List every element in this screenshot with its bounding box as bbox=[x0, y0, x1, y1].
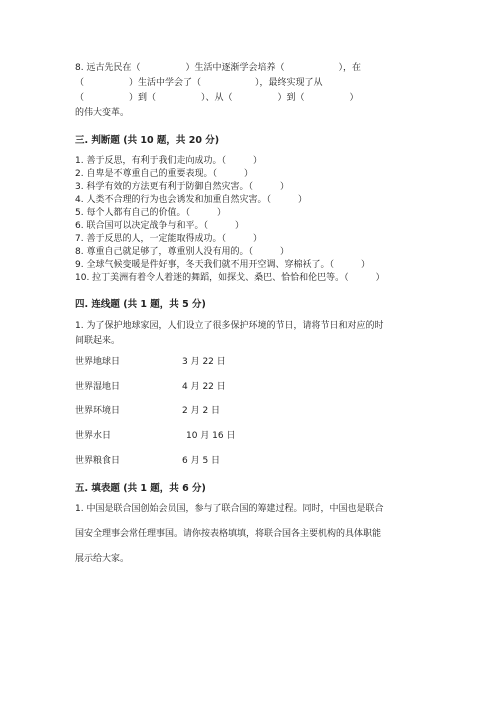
judge-item-4: 4. 人类不合理的行为也会诱发和加重自然灾害。（ ） bbox=[75, 195, 307, 205]
festival-name: 世界粮食日 bbox=[75, 456, 121, 466]
festival-name: 世界水日 bbox=[75, 431, 112, 441]
q8-line-4: 的伟大变革。 bbox=[75, 108, 130, 118]
section-5-title: 五. 填表题 (共 1 题，共 6 分) bbox=[75, 483, 206, 494]
fill-table-line-3: 展示给大家。 bbox=[75, 554, 130, 564]
q8-line-3: （ ）到（ ）、从（ ）到（ ） bbox=[75, 93, 359, 103]
match-intro-line-2: 间联起来。 bbox=[75, 336, 121, 346]
festival-date: 4 月 22 日 bbox=[182, 382, 226, 392]
festival-date: 3 月 22 日 bbox=[182, 357, 226, 367]
judge-item-2: 2. 自卑是不尊重自己的重要表现。（ ） bbox=[75, 169, 253, 179]
festival-date: 2 月 2 日 bbox=[182, 406, 221, 416]
festival-name: 世界环境日 bbox=[75, 406, 121, 416]
fill-table-line-1: 1. 中国是联合国创始会员国，参与了联合国的筹建过程。同时，中国也是联合 bbox=[75, 504, 384, 514]
section-4-title: 四. 连线题 (共 1 题，共 5 分) bbox=[75, 299, 206, 310]
section-3-title: 三. 判断题 (共 10 题，共 20 分) bbox=[75, 135, 220, 146]
match-intro-line-1: 1. 为了保护地球家园，人们设立了很多保护环境的节日，请将节日和对应的时 bbox=[75, 321, 384, 331]
festival-date: 10 月 16 日 bbox=[186, 431, 236, 441]
judge-item-7: 7. 善于反思的人，一定能取得成功。（ ） bbox=[75, 234, 262, 244]
judge-item-10: 10. 拉丁美洲有着令人着迷的舞蹈，如探戈、桑巴、恰恰和伦巴等。（ ） bbox=[75, 273, 385, 283]
festival-name: 世界湿地日 bbox=[75, 382, 121, 392]
judge-item-9: 9. 全球气候变暖是件好事，冬天我们就不用开空调、穿棉袄了。（ ） bbox=[75, 260, 370, 270]
judge-item-6: 6. 联合国可以决定战争与和平。（ ） bbox=[75, 221, 244, 231]
judge-item-8: 8. 尊重自己就足够了，尊重别人没有用的。（ ） bbox=[75, 247, 289, 257]
judge-item-5: 5. 每个人都有自己的价值。（ ） bbox=[75, 208, 226, 218]
fill-table-line-2: 国安全理事会常任理事国。请你按表格填填，将联合国各主要机构的具体职能 bbox=[75, 529, 382, 539]
festival-name: 世界地球日 bbox=[75, 357, 121, 367]
festival-date: 6 月 5 日 bbox=[182, 456, 221, 466]
judge-item-1: 1. 善于反思，有利于我们走向成功。（ ） bbox=[75, 156, 262, 166]
q8-line-2: （ ）生活中学会了（ ），最终实现了从 bbox=[75, 78, 323, 88]
q8-line-1: 8. 远古先民在（ ）生活中逐渐学会培养（ ），在 bbox=[75, 63, 361, 73]
judge-item-3: 3. 科学有效的方法更有利于防御自然灾害。（ ） bbox=[75, 182, 289, 192]
